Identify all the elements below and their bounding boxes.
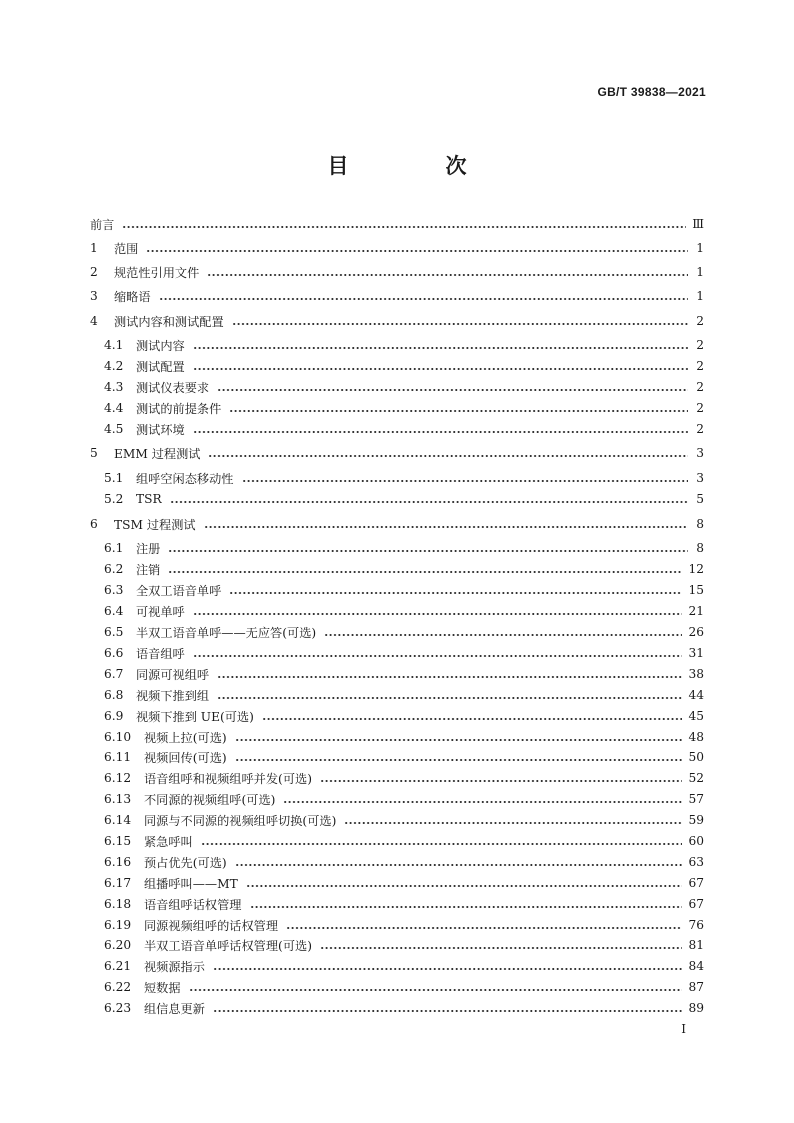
- toc-entry[interactable]: [104, 768, 704, 788]
- toc-entry-title: 测试仪表要求: [136, 380, 210, 395]
- toc-entry-title: 注册: [136, 541, 161, 556]
- toc-entry[interactable]: [104, 852, 704, 872]
- toc-leader-dots: [324, 625, 682, 637]
- toc-entry-number: 6.15: [104, 834, 132, 848]
- toc-entry-page: 76: [688, 918, 704, 932]
- toc-entry-number: 6.17: [104, 876, 132, 890]
- toc-entry[interactable]: [104, 601, 704, 621]
- toc-entry-number: 5: [90, 446, 98, 460]
- toc-entry[interactable]: [104, 664, 704, 684]
- toc-leader-dots: [146, 241, 688, 253]
- toc-entry[interactable]: [90, 214, 704, 234]
- toc-entry-number: 6.11: [104, 750, 132, 764]
- toc-entry-title: 不同源的视频组呼(可选): [144, 792, 276, 807]
- toc-entry[interactable]: [104, 580, 704, 600]
- toc-leader-dots: [201, 834, 683, 846]
- toc-entry[interactable]: [90, 286, 704, 306]
- toc-entry-title: 缩略语: [114, 289, 151, 304]
- toc-entry[interactable]: [104, 377, 704, 397]
- toc-entry[interactable]: [104, 998, 704, 1018]
- toc-entry-page: 2: [696, 359, 704, 373]
- toc-entry-title: 前言: [90, 217, 115, 232]
- toc-entry[interactable]: [104, 685, 704, 705]
- toc-entry-page: Ⅲ: [692, 217, 704, 231]
- toc-entry-page: 48: [688, 730, 704, 744]
- toc-leader-dots: [246, 876, 683, 888]
- toc-entry-number: 6.2: [104, 562, 124, 576]
- toc-entry-title: 规范性引用文件: [114, 265, 200, 280]
- toc-entry-title: 测试内容: [136, 338, 185, 353]
- toc-entry-page: 1: [696, 265, 704, 279]
- toc-entry-page: 2: [696, 380, 704, 394]
- toc-entry-number: 3: [90, 289, 98, 303]
- toc-entry-title: 半双工语音单呼——无应答(可选): [136, 625, 317, 640]
- toc-entry[interactable]: [104, 810, 704, 830]
- toc-entry-number: 6.20: [104, 938, 132, 952]
- toc-entry-number: 6.16: [104, 855, 132, 869]
- toc-entry-title: 视频回传(可选): [144, 750, 227, 765]
- toc-entry-title: 短数据: [144, 980, 181, 995]
- toc-leader-dots: [193, 422, 688, 434]
- toc-entry-page: 60: [688, 834, 704, 848]
- page-title: 目 次: [327, 154, 505, 178]
- toc-leader-dots: [159, 289, 688, 301]
- toc-entry-page: 8: [696, 517, 704, 531]
- toc-entry-number: 2: [90, 265, 98, 279]
- toc-entry[interactable]: [104, 419, 704, 439]
- toc-entry-title: 同源视频组呼的话权管理: [144, 918, 279, 933]
- toc-leader-dots: [208, 446, 688, 458]
- toc-entry-page: 87: [688, 980, 704, 994]
- toc-entry-page: 26: [688, 625, 704, 639]
- toc-entry-page: 1: [696, 289, 704, 303]
- toc-entry[interactable]: [104, 398, 704, 418]
- toc-entry-number: 6: [90, 517, 98, 531]
- toc-leader-dots: [213, 1001, 683, 1013]
- toc-entry-number: 6.13: [104, 792, 132, 806]
- toc-leader-dots: [204, 517, 688, 529]
- toc-entry-page: 2: [696, 401, 704, 415]
- toc-entry-title: 测试的前提条件: [136, 401, 222, 416]
- toc-entry-number: 6.18: [104, 897, 132, 911]
- toc-leader-dots: [213, 959, 683, 971]
- toc-entry-number: 6.6: [104, 646, 124, 660]
- toc-entry[interactable]: [104, 538, 704, 558]
- toc-entry-page: 3: [696, 446, 704, 460]
- toc-leader-dots: [193, 646, 683, 658]
- toc-entry-page: 89: [688, 1001, 704, 1015]
- toc-leader-dots: [250, 897, 683, 909]
- toc-leader-dots: [193, 604, 683, 616]
- toc-entry-number: 6.10: [104, 730, 132, 744]
- toc-entry[interactable]: [104, 977, 704, 997]
- toc-leader-dots: [320, 938, 683, 950]
- toc-entry-page: 21: [688, 604, 704, 618]
- toc-entry-number: 4.4: [104, 401, 124, 415]
- toc-entry-number: 4: [90, 314, 98, 328]
- toc-entry[interactable]: [104, 831, 704, 851]
- toc-entry-page: 44: [688, 688, 704, 702]
- toc-entry-number: 6.12: [104, 771, 132, 785]
- toc-entry-title: 视频下推到 UE(可选): [136, 709, 254, 724]
- toc-entry-title: 测试配置: [136, 359, 185, 374]
- toc-entry-page: 5: [696, 492, 704, 506]
- toc-entry-page: 15: [688, 583, 704, 597]
- toc-entry[interactable]: [104, 935, 704, 955]
- toc-leader-dots: [207, 265, 688, 277]
- toc-entry-page: 67: [688, 876, 704, 890]
- toc-entry-title: 同源可视组呼: [136, 667, 210, 682]
- toc-entry-title: 半双工语音单呼话权管理(可选): [144, 938, 312, 953]
- toc-entry-page: 31: [688, 646, 704, 660]
- toc-entry-title: 组播呼叫——MT: [144, 876, 238, 891]
- toc-entry[interactable]: [104, 873, 704, 893]
- toc-entry-title: 范围: [114, 241, 139, 256]
- page-number: I: [681, 1022, 686, 1036]
- toc-leader-dots: [283, 792, 682, 804]
- toc-entry-title: 组呼空闲态移动性: [136, 471, 234, 486]
- toc-entry[interactable]: [104, 468, 704, 488]
- toc-entry[interactable]: [104, 706, 704, 726]
- toc-entry-title: 测试内容和测试配置: [114, 314, 224, 329]
- toc-entry-title: 测试环境: [136, 422, 185, 437]
- toc-entry-number: 4.2: [104, 359, 124, 373]
- toc-leader-dots: [122, 217, 686, 229]
- toc-leader-dots: [170, 492, 688, 504]
- toc-entry-number: 4.1: [104, 338, 124, 352]
- toc-leader-dots: [168, 562, 682, 574]
- toc-leader-dots: [229, 401, 688, 413]
- toc-entry-number: 6.22: [104, 980, 132, 994]
- toc-entry-number: 6.8: [104, 688, 124, 702]
- toc-entry-page: 50: [688, 750, 704, 764]
- toc-entry-title: 同源与不同源的视频组呼切换(可选): [144, 813, 337, 828]
- toc-entry[interactable]: [104, 489, 704, 509]
- toc-entry-page: 57: [688, 792, 704, 806]
- toc-entry-page: 1: [696, 241, 704, 255]
- toc-entry-title: 全双工语音单呼: [136, 583, 222, 598]
- toc-entry-number: 5.1: [104, 471, 124, 485]
- toc-entry-title: 视频下推到组: [136, 688, 210, 703]
- toc-entry[interactable]: [104, 915, 704, 935]
- toc-leader-dots: [262, 709, 683, 721]
- toc-entry-page: 8: [696, 541, 704, 555]
- toc-entry-title: 注销: [136, 562, 161, 577]
- toc-entry-page: 12: [688, 562, 704, 576]
- toc-entry[interactable]: [104, 789, 704, 809]
- toc-entry-number: 4.5: [104, 422, 124, 436]
- toc-entry-title: TSM 过程测试: [114, 517, 196, 532]
- toc-leader-dots: [193, 338, 688, 350]
- toc-leader-dots: [217, 380, 688, 392]
- toc-entry-page: 38: [688, 667, 704, 681]
- toc-entry[interactable]: [104, 727, 704, 747]
- toc-leader-dots: [168, 541, 688, 553]
- toc-entry-page: 52: [688, 771, 704, 785]
- toc-leader-dots: [217, 667, 682, 679]
- toc-leader-dots: [235, 730, 683, 742]
- toc-entry-number: 6.1: [104, 541, 124, 555]
- toc-entry[interactable]: [90, 514, 704, 534]
- toc-entry-title: 可视单呼: [136, 604, 185, 619]
- toc-entry-title: 语音组呼和视频组呼并发(可选): [144, 771, 312, 786]
- toc-entry-title: EMM 过程测试: [114, 446, 201, 461]
- toc-entry-number: 6.21: [104, 959, 132, 973]
- toc-entry-number: 6.19: [104, 918, 132, 932]
- toc-entry-page: 2: [696, 314, 704, 328]
- toc-leader-dots: [189, 980, 683, 992]
- toc-leader-dots: [235, 855, 683, 867]
- toc-entry-title: TSR: [136, 492, 162, 506]
- toc-entry-page: 2: [696, 338, 704, 352]
- toc-entry-title: 视频上拉(可选): [144, 730, 227, 745]
- toc-entry[interactable]: [104, 622, 704, 642]
- toc-entry-number: 6.3: [104, 583, 124, 597]
- toc-entry-number: 5.2: [104, 492, 124, 506]
- toc-entry-page: 3: [696, 471, 704, 485]
- toc-entry-page: 63: [688, 855, 704, 869]
- toc-entry-number: 6.5: [104, 625, 124, 639]
- toc-entry[interactable]: [90, 311, 704, 331]
- toc-entry[interactable]: [104, 559, 704, 579]
- toc-entry-number: 1: [90, 241, 98, 255]
- toc-entry-title: 预占优先(可选): [144, 855, 227, 870]
- toc-entry[interactable]: [90, 238, 704, 258]
- toc-entry-page: 84: [688, 959, 704, 973]
- toc-entry-title: 紧急呼叫: [144, 834, 193, 849]
- toc-entry[interactable]: [104, 894, 704, 914]
- toc-entry[interactable]: [104, 356, 704, 376]
- toc-entry-title: 语音组呼话权管理: [144, 897, 242, 912]
- toc-entry-title: 视频源指示: [144, 959, 205, 974]
- toc-entry[interactable]: [104, 643, 704, 663]
- toc-entry-number: 6.23: [104, 1001, 132, 1015]
- toc-leader-dots: [217, 688, 682, 700]
- toc-entry-title: 语音组呼: [136, 646, 185, 661]
- toc-entry[interactable]: [104, 335, 704, 355]
- toc-entry[interactable]: [104, 747, 704, 767]
- toc-entry[interactable]: [104, 956, 704, 976]
- toc-entry-page: 2: [696, 422, 704, 436]
- toc-entry-page: 59: [688, 813, 704, 827]
- toc-leader-dots: [344, 813, 682, 825]
- toc-leader-dots: [193, 359, 688, 371]
- toc-entry-page: 45: [688, 709, 704, 723]
- toc-entry[interactable]: [90, 262, 704, 282]
- toc-entry-number: 6.7: [104, 667, 124, 681]
- toc-leader-dots: [235, 750, 683, 762]
- standard-code: GB/T 39838—2021: [597, 85, 706, 99]
- toc-leader-dots: [320, 771, 683, 783]
- toc-leader-dots: [229, 583, 682, 595]
- toc-entry-number: 6.14: [104, 813, 132, 827]
- toc-leader-dots: [242, 471, 689, 483]
- toc-entry-number: 4.3: [104, 380, 124, 394]
- toc-entry-title: 组信息更新: [144, 1001, 205, 1016]
- toc-entry-number: 6.4: [104, 604, 124, 618]
- toc-entry-number: 6.9: [104, 709, 124, 723]
- toc-entry-page: 81: [688, 938, 704, 952]
- toc-entry[interactable]: [90, 443, 704, 463]
- toc-leader-dots: [232, 314, 688, 326]
- toc-entry-page: 67: [688, 897, 704, 911]
- toc-leader-dots: [286, 918, 682, 930]
